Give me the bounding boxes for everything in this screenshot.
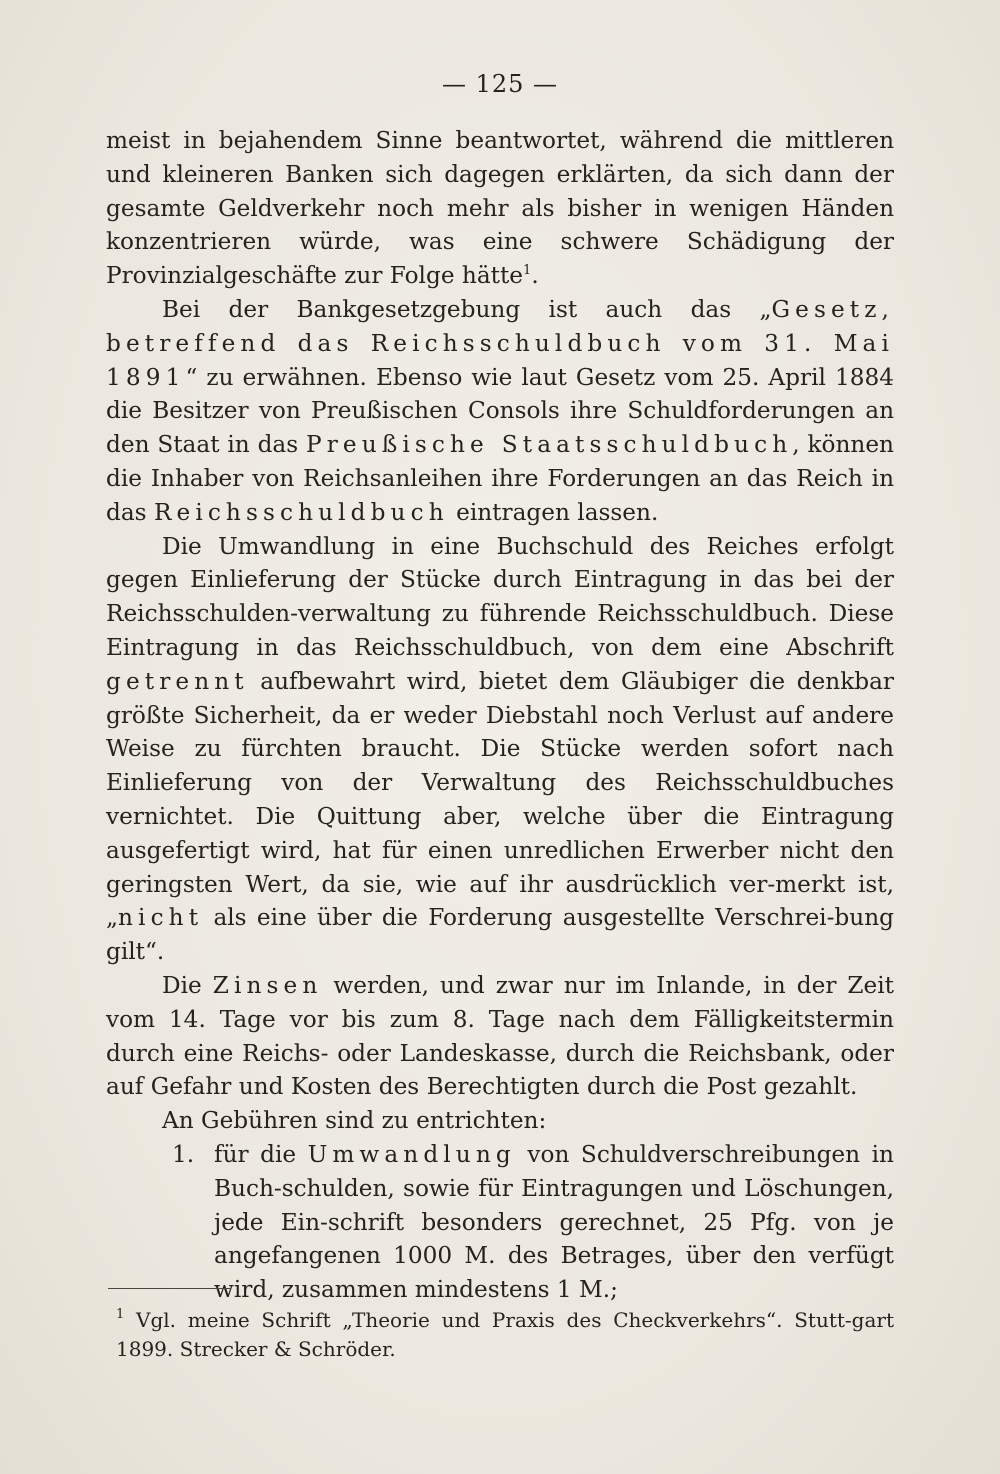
footnote-marker: 1 [116,1307,125,1322]
nicht-emphasis: nicht [118,904,204,932]
reichsschuldbuch-emphasis: Reichsschuldbuch [153,498,449,526]
paragraph-3-text-e: als eine über die Forderung ausgestellte Verschrei-bung gilt“. [106,904,894,966]
paragraph-1-end: . [531,262,539,290]
paragraph-4-text-c: werden, und zwar nur im Inlande, in der Zeit vom 14. Tage vor bis zum 8. Tage nach dem Fälligkeitstermin durch eine Reichs- oder Landeskasse, durch die Reichsbank, oder auf Gefahr und Kosten des Berechtigten durch die Post gezahlt. [106,971,894,1101]
list-item-text [214,1138,894,1307]
umwandlung-emphasis: Umwandlung [307,1140,516,1168]
paragraph-2 [106,293,894,530]
footnote [116,1306,894,1364]
paragraph-3-text-a: Die Umwandlung in eine Buchschuld des Reiches erfolgt gegen Einlieferung der Stücke durch Eintragung in das bei der Reichsschulden-verwaltung zu führende Reichsschuldbuch. Diese Eintragung in das Reichsschuldbuch, von dem eine Abschrift [106,532,894,661]
paragraph-4 [106,969,894,1104]
law-title-emphasis: Gesetz, betreffend das Reichsschuldbuch vom 31. Mai 1891 [106,295,894,391]
list-item-number: 1. [172,1140,195,1168]
list-item-text-a: für die [214,1140,308,1168]
paragraph-2-text-c: “ zu erwähnen. Ebenso wie laut Gesetz vom 25. April 1884 die Besitzer von Preußischen Consols ihre Schuldforderungen an den Staat in das [106,363,894,459]
list-item-text-c: von Schuldverschreibungen in Buch-schulden, sowie für Eintragungen und Löschungen, jede Ein-schrift besonders gerechnet, 25 Pfg. von je angefangenen 1000 M. des Betrages, über den verfügt wird, zusammen mindestens 1 M.; [214,1140,894,1304]
getrennt-emphasis: getrennt [106,667,249,695]
main-text [106,124,894,1307]
paragraph-5 [106,1104,894,1138]
paragraph-2-text-a: Bei der Bankgesetzgebung ist auch das „ [162,295,772,323]
footnote-divider [108,1288,230,1289]
paragraph-2-text-e: , können die Inhaber von Reichsanleihen ihre Forderungen an das Reich in das [106,431,894,526]
zinsen-emphasis: Zinsen [212,971,323,999]
paragraph-1 [106,124,894,293]
footnote-text: Vgl. meine Schrift „Theorie und Praxis des Checkverkehrs“. Stutt-gart 1899. Strecker & Schröder. [116,1308,894,1361]
paragraph-2-text-g: eintragen lassen. [448,498,659,526]
paragraph-3 [106,530,894,969]
paragraph-1-text: meist in bejahendem Sinne beantwortet, während die mittleren und kleineren Banken sich dagegen erklärten, da sich dann der gesamte Geldverkehr noch mehr als bisher in wenigen Händen konzentrieren würde, was eine schwere Schädigung der Provinzialgeschäfte zur Folge hätte [106,127,894,290]
footnote-reference[interactable]: 1 [523,263,532,279]
paragraph-4-text-a: Die [162,971,213,999]
page-number: — 125 — [441,70,559,98]
staatsschuldbuch-emphasis: Preußische Staatsschuldbuch [306,431,793,459]
fee-list [106,1138,894,1307]
list-item [172,1138,894,1307]
paragraph-5-text: An Gebühren sind zu entrichten: [162,1107,547,1135]
paragraph-3-text-c: aufbewahrt wird, bietet dem Gläubiger die denkbar größte Sicherheit, da er weder Diebstahl noch Verlust auf andere Weise zu fürchten braucht. Die Stücke werden sofort nach Einlieferung von der Verwaltung des Reichsschuldbuches vernichtet. Die Quittung aber, welche über die Eintragung ausgefertigt wird, hat für einen unredlichen Erwerber nicht den geringsten Wert, da sie, wie auf ihr ausdrücklich ver-merkt ist, „ [106,667,894,932]
